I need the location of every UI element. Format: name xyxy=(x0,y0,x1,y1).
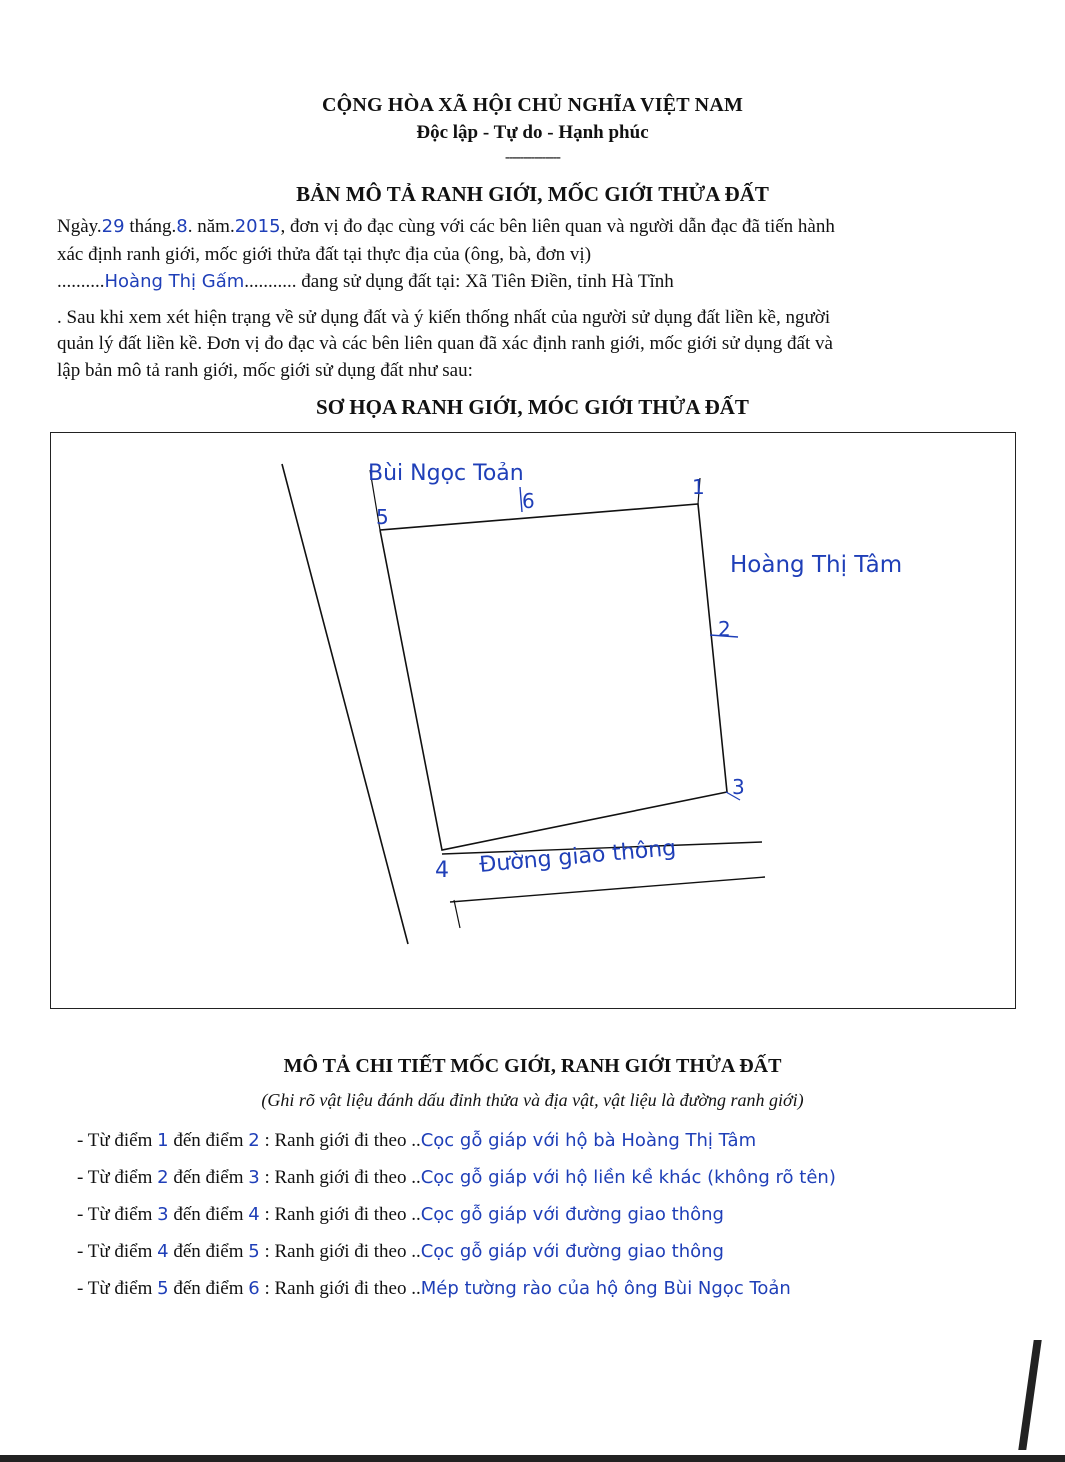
parcel-boundary xyxy=(380,504,727,850)
from-label: - Từ điểm xyxy=(77,1167,158,1188)
from-label: - Từ điểm xyxy=(77,1241,158,1262)
detail-row xyxy=(77,1167,836,1189)
boundary-description: Mép tường rào của hộ ông Bùi Ngọc Toản xyxy=(420,1278,791,1299)
date-year-label: . năm. xyxy=(187,216,235,237)
left-road-edge xyxy=(282,464,408,944)
intro-line-2: xác định ranh giới, mốc giới thửa đất tại thực địa của (ông, bà, đơn vị) xyxy=(57,244,592,265)
to-point: 5 xyxy=(248,1241,260,1262)
boundary-description: Cọc gỗ giáp với hộ bà Hoàng Thị Tâm xyxy=(420,1130,757,1151)
date-day-value: 29 xyxy=(101,216,125,237)
from-point: 1 xyxy=(157,1130,169,1151)
country-header: CỘNG HÒA XÃ HỘI CHỦ NGHĨA VIỆT NAM xyxy=(321,94,744,116)
detail-row xyxy=(77,1204,724,1226)
parcel-sketch xyxy=(50,432,1016,1009)
from-label: - Từ điểm xyxy=(77,1204,158,1225)
to-point: 2 xyxy=(248,1130,260,1151)
detail-row xyxy=(77,1278,791,1300)
intro-line-6: lập bản mô tả ranh giới, mốc giới sử dụng đất như sau: xyxy=(57,360,473,381)
point-1-label: 1 xyxy=(692,475,705,499)
detail-row xyxy=(77,1130,756,1152)
boundary-description: Cọc gỗ giáp với hộ liền kề khác (không rõ tên) xyxy=(420,1167,836,1188)
road-label: Đường giao thông xyxy=(478,835,678,878)
boundary-description: Cọc gỗ giáp với đường giao thông xyxy=(420,1241,724,1262)
scan-bottom-edge xyxy=(0,1455,1065,1462)
to-label: đến điểm xyxy=(168,1278,249,1299)
point-4-label: 4 xyxy=(435,858,449,883)
via-label: : Ranh giới đi theo .. xyxy=(259,1241,421,1262)
details-subtitle: (Ghi rõ vật liệu đánh dấu đỉnh thửa và địa vật, vật liệu là đường ranh giới) xyxy=(261,1090,804,1110)
boundary-description: Cọc gỗ giáp với đường giao thông xyxy=(420,1204,724,1225)
point-2-label: 2 xyxy=(718,617,731,641)
from-point: 3 xyxy=(157,1204,169,1225)
header-rule: --------------- xyxy=(505,150,560,165)
intro-line-3 xyxy=(57,271,674,293)
document-title: BẢN MÔ TẢ RANH GIỚI, MỐC GIỚI THỬA ĐẤT xyxy=(296,182,769,206)
point-3-label: 3 xyxy=(732,775,745,799)
date-year-value: 2015 xyxy=(234,216,281,237)
to-point: 3 xyxy=(248,1167,260,1188)
neighbor-right-label: Hoàng Thị Tâm xyxy=(730,552,903,578)
neighbor-top-label: Bùi Ngọc Toản xyxy=(368,461,524,486)
from-label: - Từ điểm xyxy=(77,1278,158,1299)
intro-line-1 xyxy=(57,216,835,238)
via-label: : Ranh giới đi theo .. xyxy=(259,1278,421,1299)
date-day-label: Ngày. xyxy=(57,216,102,237)
road-tick xyxy=(454,900,460,928)
date-month-value: 8 xyxy=(176,216,188,237)
intro-line-1-rest: , đơn vị đo đạc cùng với các bên liên quan và người dẫn đạc đã tiến hành xyxy=(280,216,835,237)
to-label: đến điểm xyxy=(168,1204,249,1225)
to-label: đến điểm xyxy=(168,1241,249,1262)
intro-line-5: quản lý đất liền kề. Đơn vị đo đạc và các bên liên quan đã xác định ranh giới, mốc giới sử dụng đất và xyxy=(57,333,833,354)
owner-dots-after: ........... đang sử dụng đất tại: Xã Tiên Điền, tỉnh Hà Tĩnh xyxy=(244,271,674,292)
to-point: 6 xyxy=(248,1278,260,1299)
detail-row xyxy=(77,1241,724,1263)
via-label: : Ranh giới đi theo .. xyxy=(259,1204,421,1225)
to-label: đến điểm xyxy=(168,1167,249,1188)
to-point: 4 xyxy=(248,1204,260,1225)
motto: Độc lập - Tự do - Hạnh phúc xyxy=(416,122,649,143)
from-point: 5 xyxy=(157,1278,169,1299)
details-title: MÔ TẢ CHI TIẾT MỐC GIỚI, RANH GIỚI THỬA ĐẤT xyxy=(283,1055,782,1077)
via-label: : Ranh giới đi theo .. xyxy=(259,1130,421,1151)
via-label: : Ranh giới đi theo .. xyxy=(259,1167,421,1188)
point-5-label: 5 xyxy=(376,505,389,529)
from-point: 2 xyxy=(157,1167,169,1188)
from-point: 4 xyxy=(157,1241,169,1262)
from-label: - Từ điểm xyxy=(77,1130,158,1151)
to-label: đến điểm xyxy=(168,1130,249,1151)
owner-name: Hoàng Thị Gấm xyxy=(104,271,245,292)
sketch-title: SƠ HỌA RANH GIỚI, MÓC GIỚI THỬA ĐẤT xyxy=(316,395,749,419)
point-6-label: 6 xyxy=(522,489,535,513)
road-line-lower xyxy=(450,877,765,902)
scan-right-edge xyxy=(1018,1340,1041,1450)
owner-dots-before: .......... xyxy=(57,271,105,292)
intro-line-4: . Sau khi xem xét hiện trạng về sử dụng đất và ý kiến thống nhất của người sử dụng đất liền kề, người xyxy=(57,307,831,328)
date-month-label: tháng. xyxy=(124,216,177,237)
